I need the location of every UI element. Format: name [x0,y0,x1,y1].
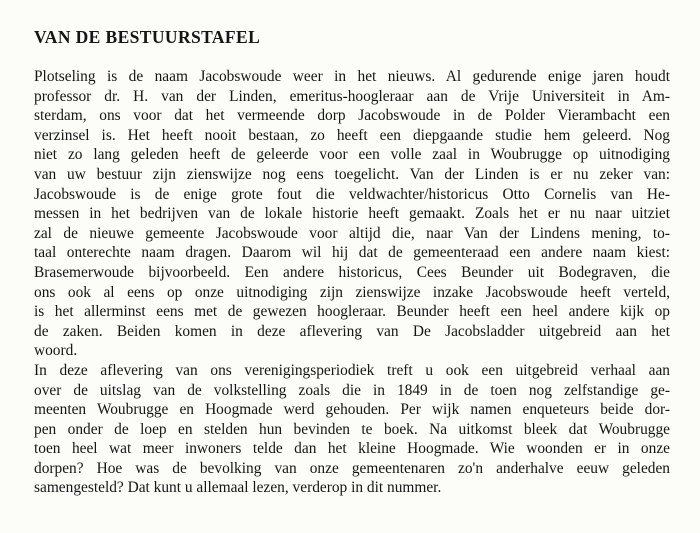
text-line: meenten Woubrugge en Hoogmade werd gehouden. Per wijk namen enqueteurs beide dor- [34,401,670,419]
text-line: ons ook al eens op onze uitnodiging zijn zienswijze inzake Jacobswoude heeft verteld, [34,283,670,301]
text-line: niet zo lang geleden heeft de geleerde voor een volle zaal in Woubrugge op uitnodiging [34,146,670,164]
text-line: over de uitslag van de volkstelling zoals die in 1849 in de toen nog zelfstandige ge- [34,381,670,399]
text-line: woord. [34,342,78,360]
text-line: zal de nieuwe gemeente Jacobswoude voor altijd die, naar Van der Lindens mening, to- [34,224,670,242]
text-line: In deze aflevering van ons verenigingsperiodiek treft u ook een uitgebreid verhaal aan [34,361,670,379]
text-line: Jacobswoude is de enige grote fout die veldwachter/historicus Otto Cornelis van He- [34,185,670,203]
text-line: verzinsel is. Het heeft nooit bestaan, zo heeft een diepgaande studie hem geleerd. Nog [34,126,670,144]
text-line: van uw bestuur zijn zienswijze nog eens toegelicht. Van der Linden is er nu zeker van: [34,165,670,183]
paragraph-1 [34,67,670,361]
text-line: professor dr. H. van der Linden, emeritus-hoogleraar aan de Vrije Universiteit in Am- [34,87,670,105]
text-line: sterdam, ons voor dat het vermeende dorp Jacobswoude in de Polder Vierambacht een [34,107,670,125]
text-line: toen heel wat meer inwoners telde dan het kleine Hoogmade. Wie woonden er in onze [34,440,670,458]
page-title: VAN DE BESTUURSTAFEL [34,27,261,47]
paragraph-2 [34,361,670,498]
text-line: messen in het bedrijven van de lokale historie heeft gemaakt. Zoals het er nu naar uitziet [34,205,670,223]
text-line: Brasemerwoude bijvoorbeeld. Een andere historicus, Cees Beunder uit Bodegraven, die [34,263,670,281]
text-line: is het allerminst eens met de gewezen hoogleraar. Beunder heeft een heel andere kijk op [34,303,670,321]
text-line: dorpen? Hoe was de bevolking van onze gemeentenaren zo'n anderhalve eeuw geleden [34,459,670,477]
text-line: samengesteld? Dat kunt u allemaal lezen, verderop in dit nummer. [34,479,442,497]
text-line: de zaken. Beiden komen in deze aflevering van De Jacobsladder uitgebreid aan het [34,322,670,340]
text-line: pen onder de loep en stelden hun bevinden te boek. Na uitkomst bleek dat Woubrugge [34,420,670,438]
text-line: taal onterechte naam dragen. Daarom wil hij dat de gemeenteraad een andere naam kiest: [34,244,670,262]
text-line: Plotseling is de naam Jacobswoude weer in het nieuws. Al gedurende enige jaren houdt [34,68,670,85]
